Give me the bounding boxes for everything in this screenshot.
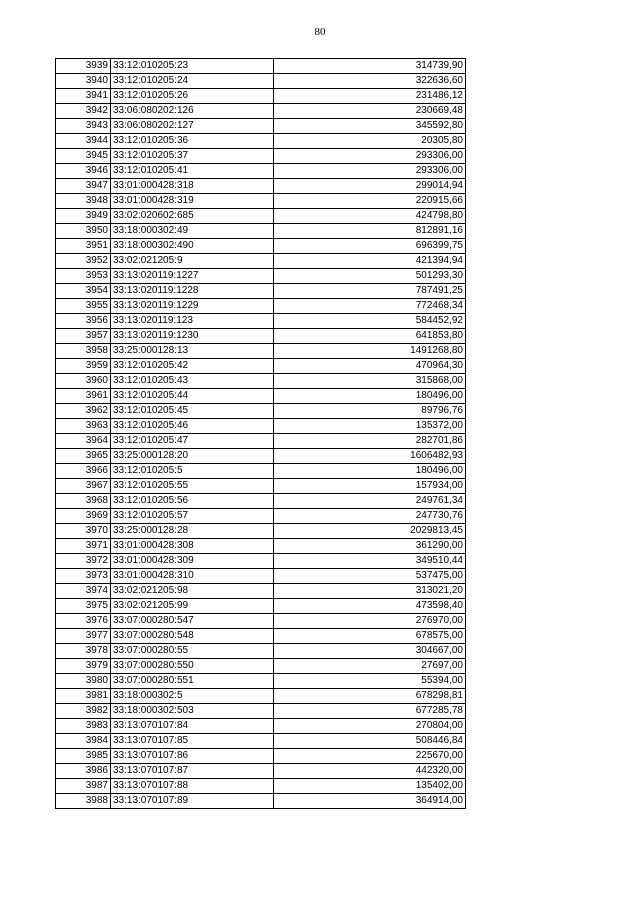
row-number-cell: 3963 bbox=[56, 419, 111, 434]
value-cell: 349510,44 bbox=[274, 554, 466, 569]
cadastral-number-cell: 33:18:000302:503 bbox=[111, 704, 274, 719]
table-row bbox=[56, 314, 466, 329]
value-cell: 135402,00 bbox=[274, 779, 466, 794]
value-cell: 249761,34 bbox=[274, 494, 466, 509]
table-row bbox=[56, 179, 466, 194]
table-row bbox=[56, 644, 466, 659]
row-number-cell: 3978 bbox=[56, 644, 111, 659]
cadastral-number-cell: 33:25:000128:20 bbox=[111, 449, 274, 464]
table-row bbox=[56, 239, 466, 254]
table-row bbox=[56, 794, 466, 809]
value-cell: 282701,86 bbox=[274, 434, 466, 449]
cadastral-number-cell: 33:12:010205:46 bbox=[111, 419, 274, 434]
value-cell: 537475,00 bbox=[274, 569, 466, 584]
table-row bbox=[56, 344, 466, 359]
row-number-cell: 3942 bbox=[56, 104, 111, 119]
table-row bbox=[56, 119, 466, 134]
value-cell: 220915,66 bbox=[274, 194, 466, 209]
cadastral-number-cell: 33:12:010205:57 bbox=[111, 509, 274, 524]
cadastral-value-table bbox=[55, 58, 466, 809]
row-number-cell: 3964 bbox=[56, 434, 111, 449]
row-number-cell: 3956 bbox=[56, 314, 111, 329]
value-cell: 135372,00 bbox=[274, 419, 466, 434]
cadastral-number-cell: 33:25:000128:28 bbox=[111, 524, 274, 539]
cadastral-number-cell: 33:12:010205:24 bbox=[111, 74, 274, 89]
value-cell: 180496,00 bbox=[274, 464, 466, 479]
table-row bbox=[56, 419, 466, 434]
value-cell: 231486,12 bbox=[274, 89, 466, 104]
row-number-cell: 3939 bbox=[56, 59, 111, 74]
cadastral-number-cell: 33:12:010205:43 bbox=[111, 374, 274, 389]
cadastral-number-cell: 33:12:010205:5 bbox=[111, 464, 274, 479]
row-number-cell: 3973 bbox=[56, 569, 111, 584]
row-number-cell: 3975 bbox=[56, 599, 111, 614]
value-cell: 89796,76 bbox=[274, 404, 466, 419]
row-number-cell: 3969 bbox=[56, 509, 111, 524]
cadastral-number-cell: 33:01:000428:308 bbox=[111, 539, 274, 554]
table-row bbox=[56, 674, 466, 689]
value-cell: 322636,60 bbox=[274, 74, 466, 89]
cadastral-number-cell: 33:07:000280:547 bbox=[111, 614, 274, 629]
value-cell: 361290,00 bbox=[274, 539, 466, 554]
table-row bbox=[56, 704, 466, 719]
table-row bbox=[56, 164, 466, 179]
value-cell: 442320,00 bbox=[274, 764, 466, 779]
cadastral-number-cell: 33:06:080202:126 bbox=[111, 104, 274, 119]
value-cell: 772468,34 bbox=[274, 299, 466, 314]
row-number-cell: 3979 bbox=[56, 659, 111, 674]
row-number-cell: 3951 bbox=[56, 239, 111, 254]
value-cell: 313021,20 bbox=[274, 584, 466, 599]
cadastral-number-cell: 33:13:070107:85 bbox=[111, 734, 274, 749]
value-cell: 270804,00 bbox=[274, 719, 466, 734]
cadastral-number-cell: 33:13:070107:89 bbox=[111, 794, 274, 809]
row-number-cell: 3970 bbox=[56, 524, 111, 539]
cadastral-number-cell: 33:18:000302:5 bbox=[111, 689, 274, 704]
table-row bbox=[56, 89, 466, 104]
table-row bbox=[56, 269, 466, 284]
value-cell: 501293,30 bbox=[274, 269, 466, 284]
row-number-cell: 3948 bbox=[56, 194, 111, 209]
table-row bbox=[56, 689, 466, 704]
row-number-cell: 3974 bbox=[56, 584, 111, 599]
row-number-cell: 3949 bbox=[56, 209, 111, 224]
table-row bbox=[56, 629, 466, 644]
row-number-cell: 3954 bbox=[56, 284, 111, 299]
row-number-cell: 3986 bbox=[56, 764, 111, 779]
value-cell: 315868,00 bbox=[274, 374, 466, 389]
table-row bbox=[56, 479, 466, 494]
table-row bbox=[56, 404, 466, 419]
table-row bbox=[56, 389, 466, 404]
value-cell: 678575,00 bbox=[274, 629, 466, 644]
row-number-cell: 3982 bbox=[56, 704, 111, 719]
row-number-cell: 3981 bbox=[56, 689, 111, 704]
row-number-cell: 3965 bbox=[56, 449, 111, 464]
table-row bbox=[56, 104, 466, 119]
cadastral-number-cell: 33:13:070107:84 bbox=[111, 719, 274, 734]
table-row bbox=[56, 764, 466, 779]
cadastral-number-cell: 33:12:010205:56 bbox=[111, 494, 274, 509]
value-cell: 1606482,93 bbox=[274, 449, 466, 464]
table-row bbox=[56, 209, 466, 224]
table-row bbox=[56, 524, 466, 539]
table-row bbox=[56, 74, 466, 89]
value-cell: 421394,94 bbox=[274, 254, 466, 269]
cadastral-number-cell: 33:01:000428:310 bbox=[111, 569, 274, 584]
value-cell: 812891,16 bbox=[274, 224, 466, 239]
cadastral-number-cell: 33:18:000302:49 bbox=[111, 224, 274, 239]
row-number-cell: 3983 bbox=[56, 719, 111, 734]
row-number-cell: 3943 bbox=[56, 119, 111, 134]
value-cell: 20305,80 bbox=[274, 134, 466, 149]
value-cell: 299014,94 bbox=[274, 179, 466, 194]
cadastral-number-cell: 33:13:020119:1228 bbox=[111, 284, 274, 299]
table-row bbox=[56, 359, 466, 374]
value-cell: 424798,80 bbox=[274, 209, 466, 224]
table-row bbox=[56, 299, 466, 314]
table-row bbox=[56, 614, 466, 629]
cadastral-number-cell: 33:12:010205:41 bbox=[111, 164, 274, 179]
table-row bbox=[56, 329, 466, 344]
cadastral-number-cell: 33:12:010205:42 bbox=[111, 359, 274, 374]
value-cell: 27697,00 bbox=[274, 659, 466, 674]
table-row bbox=[56, 569, 466, 584]
value-cell: 293306,00 bbox=[274, 164, 466, 179]
row-number-cell: 3959 bbox=[56, 359, 111, 374]
table-body bbox=[56, 59, 466, 809]
value-cell: 1491268,80 bbox=[274, 344, 466, 359]
page-number: 80 bbox=[314, 26, 326, 38]
cadastral-number-cell: 33:07:000280:55 bbox=[111, 644, 274, 659]
table-row bbox=[56, 464, 466, 479]
table-row bbox=[56, 584, 466, 599]
cadastral-number-cell: 33:12:010205:44 bbox=[111, 389, 274, 404]
table-row bbox=[56, 509, 466, 524]
value-cell: 157934,00 bbox=[274, 479, 466, 494]
table-row bbox=[56, 539, 466, 554]
row-number-cell: 3950 bbox=[56, 224, 111, 239]
table-row bbox=[56, 659, 466, 674]
table-row bbox=[56, 224, 466, 239]
value-cell: 55394,00 bbox=[274, 674, 466, 689]
cadastral-number-cell: 33:12:010205:47 bbox=[111, 434, 274, 449]
row-number-cell: 3971 bbox=[56, 539, 111, 554]
table-row bbox=[56, 779, 466, 794]
row-number-cell: 3955 bbox=[56, 299, 111, 314]
row-number-cell: 3940 bbox=[56, 74, 111, 89]
value-cell: 345592,80 bbox=[274, 119, 466, 134]
cadastral-number-cell: 33:07:000280:551 bbox=[111, 674, 274, 689]
cadastral-number-cell: 33:12:010205:55 bbox=[111, 479, 274, 494]
value-cell: 314739,90 bbox=[274, 59, 466, 74]
value-cell: 364914,00 bbox=[274, 794, 466, 809]
table-row bbox=[56, 554, 466, 569]
cadastral-number-cell: 33:12:010205:37 bbox=[111, 149, 274, 164]
value-cell: 470964,30 bbox=[274, 359, 466, 374]
value-cell: 678298,81 bbox=[274, 689, 466, 704]
row-number-cell: 3987 bbox=[56, 779, 111, 794]
value-cell: 584452,92 bbox=[274, 314, 466, 329]
cadastral-number-cell: 33:13:020119:1229 bbox=[111, 299, 274, 314]
value-cell: 304667,00 bbox=[274, 644, 466, 659]
cadastral-number-cell: 33:12:010205:36 bbox=[111, 134, 274, 149]
table-row bbox=[56, 59, 466, 74]
cadastral-number-cell: 33:01:000428:319 bbox=[111, 194, 274, 209]
cadastral-number-cell: 33:06:080202:127 bbox=[111, 119, 274, 134]
row-number-cell: 3941 bbox=[56, 89, 111, 104]
row-number-cell: 3946 bbox=[56, 164, 111, 179]
cadastral-number-cell: 33:13:020119:1230 bbox=[111, 329, 274, 344]
value-cell: 508446,84 bbox=[274, 734, 466, 749]
value-cell: 641853,80 bbox=[274, 329, 466, 344]
table-row bbox=[56, 599, 466, 614]
cadastral-number-cell: 33:02:021205:9 bbox=[111, 254, 274, 269]
row-number-cell: 3976 bbox=[56, 614, 111, 629]
row-number-cell: 3988 bbox=[56, 794, 111, 809]
value-cell: 696399,75 bbox=[274, 239, 466, 254]
cadastral-number-cell: 33:02:021205:98 bbox=[111, 584, 274, 599]
value-cell: 787491,25 bbox=[274, 284, 466, 299]
row-number-cell: 3960 bbox=[56, 374, 111, 389]
row-number-cell: 3967 bbox=[56, 479, 111, 494]
row-number-cell: 3944 bbox=[56, 134, 111, 149]
cadastral-number-cell: 33:02:020602:685 bbox=[111, 209, 274, 224]
cadastral-number-cell: 33:13:070107:88 bbox=[111, 779, 274, 794]
value-cell: 677285,78 bbox=[274, 704, 466, 719]
row-number-cell: 3945 bbox=[56, 149, 111, 164]
table-row bbox=[56, 494, 466, 509]
cadastral-number-cell: 33:12:010205:45 bbox=[111, 404, 274, 419]
table-row bbox=[56, 749, 466, 764]
row-number-cell: 3962 bbox=[56, 404, 111, 419]
cadastral-number-cell: 33:13:070107:86 bbox=[111, 749, 274, 764]
value-cell: 180496,00 bbox=[274, 389, 466, 404]
cadastral-number-cell: 33:07:000280:548 bbox=[111, 629, 274, 644]
table-row bbox=[56, 719, 466, 734]
row-number-cell: 3977 bbox=[56, 629, 111, 644]
row-number-cell: 3966 bbox=[56, 464, 111, 479]
cadastral-number-cell: 33:13:070107:87 bbox=[111, 764, 274, 779]
value-cell: 225670,00 bbox=[274, 749, 466, 764]
value-cell: 230669,48 bbox=[274, 104, 466, 119]
cadastral-number-cell: 33:01:000428:318 bbox=[111, 179, 274, 194]
table-row bbox=[56, 449, 466, 464]
cadastral-number-cell: 33:13:020119:1227 bbox=[111, 269, 274, 284]
cadastral-number-cell: 33:07:000280:550 bbox=[111, 659, 274, 674]
row-number-cell: 3984 bbox=[56, 734, 111, 749]
row-number-cell: 3953 bbox=[56, 269, 111, 284]
table-row bbox=[56, 434, 466, 449]
table-row bbox=[56, 374, 466, 389]
row-number-cell: 3957 bbox=[56, 329, 111, 344]
cadastral-number-cell: 33:12:010205:23 bbox=[111, 59, 274, 74]
cadastral-number-cell: 33:12:010205:26 bbox=[111, 89, 274, 104]
cadastral-number-cell: 33:25:000128:13 bbox=[111, 344, 274, 359]
row-number-cell: 3980 bbox=[56, 674, 111, 689]
row-number-cell: 3972 bbox=[56, 554, 111, 569]
value-cell: 247730,76 bbox=[274, 509, 466, 524]
table-row bbox=[56, 734, 466, 749]
row-number-cell: 3968 bbox=[56, 494, 111, 509]
table-row bbox=[56, 149, 466, 164]
cadastral-number-cell: 33:18:000302:490 bbox=[111, 239, 274, 254]
cadastral-number-cell: 33:01:000428:309 bbox=[111, 554, 274, 569]
table-row bbox=[56, 134, 466, 149]
row-number-cell: 3952 bbox=[56, 254, 111, 269]
value-cell: 473598,40 bbox=[274, 599, 466, 614]
value-cell: 276970,00 bbox=[274, 614, 466, 629]
row-number-cell: 3961 bbox=[56, 389, 111, 404]
cadastral-number-cell: 33:02:021205:99 bbox=[111, 599, 274, 614]
row-number-cell: 3958 bbox=[56, 344, 111, 359]
table-row bbox=[56, 284, 466, 299]
table-row bbox=[56, 254, 466, 269]
row-number-cell: 3947 bbox=[56, 179, 111, 194]
cadastral-number-cell: 33:13:020119:123 bbox=[111, 314, 274, 329]
value-cell: 2029813,45 bbox=[274, 524, 466, 539]
row-number-cell: 3985 bbox=[56, 749, 111, 764]
table-row bbox=[56, 194, 466, 209]
value-cell: 293306,00 bbox=[274, 149, 466, 164]
